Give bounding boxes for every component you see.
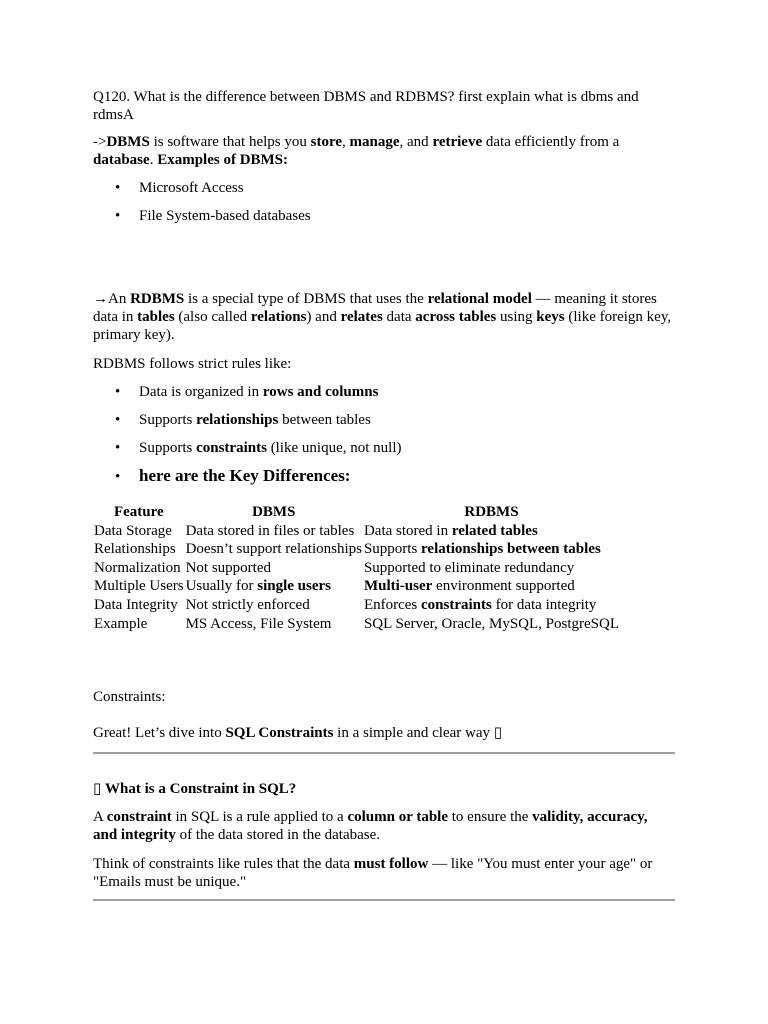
- horizontal-rule: [93, 899, 675, 901]
- table-cell: Multiple Users: [94, 578, 184, 595]
- rdbms-definition: [93, 290, 683, 344]
- list-item-bold: rows and columns: [262, 384, 379, 400]
- and-text: , and: [399, 134, 433, 150]
- table-cell: Not supported: [185, 559, 271, 576]
- cell-bold: related tables: [451, 522, 538, 539]
- bullet-icon: •: [115, 208, 121, 224]
- rdbms-text: — meaning it stores data in: [93, 291, 657, 325]
- table-cell: [363, 522, 620, 541]
- store-term: store: [310, 134, 343, 150]
- list-item-text: between tables: [278, 412, 371, 428]
- list-item: [93, 467, 678, 486]
- dbms-definition: [93, 133, 678, 169]
- bullet-icon: •: [115, 412, 121, 428]
- intro-text: Great! Let’s dive into: [93, 725, 226, 741]
- rules-intro: RDBMS follows strict rules like:: [93, 356, 292, 372]
- definition-text: of the data stored in the database.: [175, 827, 381, 843]
- table-cell: SQL Server, Oracle, MySQL, PostgreSQL: [363, 615, 620, 632]
- dbms-text: is software that helps you: [149, 134, 311, 150]
- constraint-term: constraint: [106, 809, 172, 825]
- list-item: [93, 411, 678, 429]
- rdbms-text: (like foreign key, primary key).: [93, 309, 672, 343]
- arrow-icon: →: [93, 291, 108, 307]
- cell-text: Enforces: [363, 596, 422, 613]
- column-header: DBMS: [252, 504, 296, 520]
- table-row: [93, 577, 620, 596]
- validity-term: validity, accuracy, and integrity: [93, 809, 648, 843]
- table-cell: Data Storage: [94, 522, 172, 539]
- relations-term: relations: [250, 309, 307, 325]
- dbms-text: data efficiently from a: [482, 134, 620, 150]
- bullet-icon: •: [115, 180, 121, 196]
- cell-text: Usually for: [185, 578, 258, 595]
- manage-term: manage: [349, 134, 400, 150]
- table-cell: Data Integrity: [94, 596, 178, 613]
- list-item: [93, 439, 678, 457]
- tables-term: tables: [137, 309, 175, 325]
- across-tables-term: across tables: [415, 309, 497, 325]
- examples-heading: Examples of DBMS:: [157, 152, 289, 168]
- table-row: [93, 596, 620, 615]
- retrieve-term: retrieve: [432, 134, 483, 150]
- rdbms-text: data: [382, 309, 416, 325]
- definition-text: to ensure the: [448, 809, 533, 825]
- table-row: [93, 522, 620, 541]
- list-item-text: Data is organized in: [139, 384, 263, 400]
- table-cell: Relationships: [94, 541, 176, 558]
- cell-text: Data stored in: [363, 522, 452, 539]
- rdbms-text: is a special type of DBMS that uses the: [184, 291, 428, 307]
- list-item-text: Supports: [139, 412, 197, 428]
- cell-text: for data integrity: [491, 596, 597, 613]
- list-item-text: (like unique, not null): [266, 440, 402, 456]
- table-cell: Doesn’t support relationships: [185, 541, 362, 558]
- rdbms-text: An: [108, 291, 131, 307]
- table-cell: Supported to eliminate redundancy: [363, 559, 575, 576]
- rdbms-text: using: [496, 309, 537, 325]
- table-cell: Data stored in files or tables: [185, 522, 355, 539]
- rdbms-term: RDBMS: [130, 291, 185, 307]
- table-cell: MS Access, File System: [185, 615, 332, 632]
- database-term: database: [93, 152, 150, 168]
- constraints-intro: [93, 724, 678, 742]
- cell-bold: constraints: [421, 596, 492, 613]
- column-header: Feature: [113, 504, 164, 520]
- comparison-table: [93, 503, 620, 633]
- constraint-analogy: [93, 855, 678, 891]
- list-item: [93, 207, 678, 225]
- key-differences-list: [93, 467, 678, 486]
- constraint-question-heading: [93, 780, 678, 798]
- keys-term: keys: [536, 309, 565, 325]
- definition-text: in SQL is a rule applied to a: [171, 809, 348, 825]
- bullet-icon: •: [115, 440, 121, 456]
- list-item-text: File System-based databases: [139, 208, 311, 224]
- cell-text: Supports: [363, 541, 422, 558]
- cell-text: environment supported: [432, 578, 575, 595]
- definition-text: A: [93, 809, 107, 825]
- table-header-row: [93, 503, 620, 522]
- sql-constraints-term: SQL Constraints: [225, 725, 334, 741]
- table-cell: [363, 540, 620, 559]
- table-cell: Example: [94, 615, 148, 632]
- table-cell: Normalization: [94, 559, 181, 576]
- list-item-text: Microsoft Access: [139, 180, 244, 196]
- table-row: [93, 559, 620, 578]
- relates-term: relates: [340, 309, 383, 325]
- list-item-bold: constraints: [196, 440, 267, 456]
- list-item-bold: relationships: [196, 412, 279, 428]
- emoji-placeholder-icon: ▯: [493, 725, 503, 741]
- key-differences-heading: here are the Key Differences:: [139, 466, 351, 485]
- table-cell: Not strictly enforced: [185, 596, 310, 613]
- cell-bold: single users: [257, 578, 331, 595]
- period: .: [149, 152, 158, 168]
- table-cell: [185, 577, 363, 596]
- table-cell: [363, 577, 620, 596]
- rdbms-text: ) and: [306, 309, 341, 325]
- dbms-term: DBMS: [106, 134, 150, 150]
- relational-model-term: relational model: [427, 291, 532, 307]
- table-row: [93, 615, 620, 634]
- intro-text: in a simple and clear way: [333, 725, 494, 741]
- column-header: RDBMS: [464, 504, 519, 520]
- rdbms-rules-list: [93, 383, 678, 457]
- constraint-definition: [93, 808, 675, 844]
- emoji-placeholder-icon: ▯: [93, 781, 102, 797]
- table-row: [93, 540, 620, 559]
- rdbms-text: (also called: [174, 309, 251, 325]
- list-item: [93, 179, 678, 197]
- cell-bold: Multi-user: [363, 578, 433, 595]
- list-item-text: Supports: [139, 440, 197, 456]
- bullet-icon: •: [115, 384, 121, 400]
- constraints-heading: Constraints:: [93, 689, 166, 705]
- column-or-table-term: column or table: [347, 809, 448, 825]
- arrow-text: ->: [93, 134, 107, 150]
- cell-bold: relationships between tables: [421, 541, 601, 558]
- bullet-icon: •: [115, 469, 121, 485]
- dbms-examples-list: [93, 179, 678, 225]
- analogy-text: Think of constraints like rules that the data: [93, 856, 354, 872]
- must-follow-term: must follow: [353, 856, 429, 872]
- horizontal-rule: [93, 752, 675, 754]
- table-cell: [363, 596, 620, 615]
- constraint-question-title: What is a Constraint in SQL?: [105, 781, 297, 797]
- list-item: [93, 383, 678, 401]
- comma: ,: [342, 134, 350, 150]
- analogy-text: — like "You must enter your age" or "Emails must be unique.": [93, 856, 653, 890]
- question-heading: Q120. What is the difference between DBMS and RDBMS? first explain what is dbms and rdmsA: [93, 89, 639, 123]
